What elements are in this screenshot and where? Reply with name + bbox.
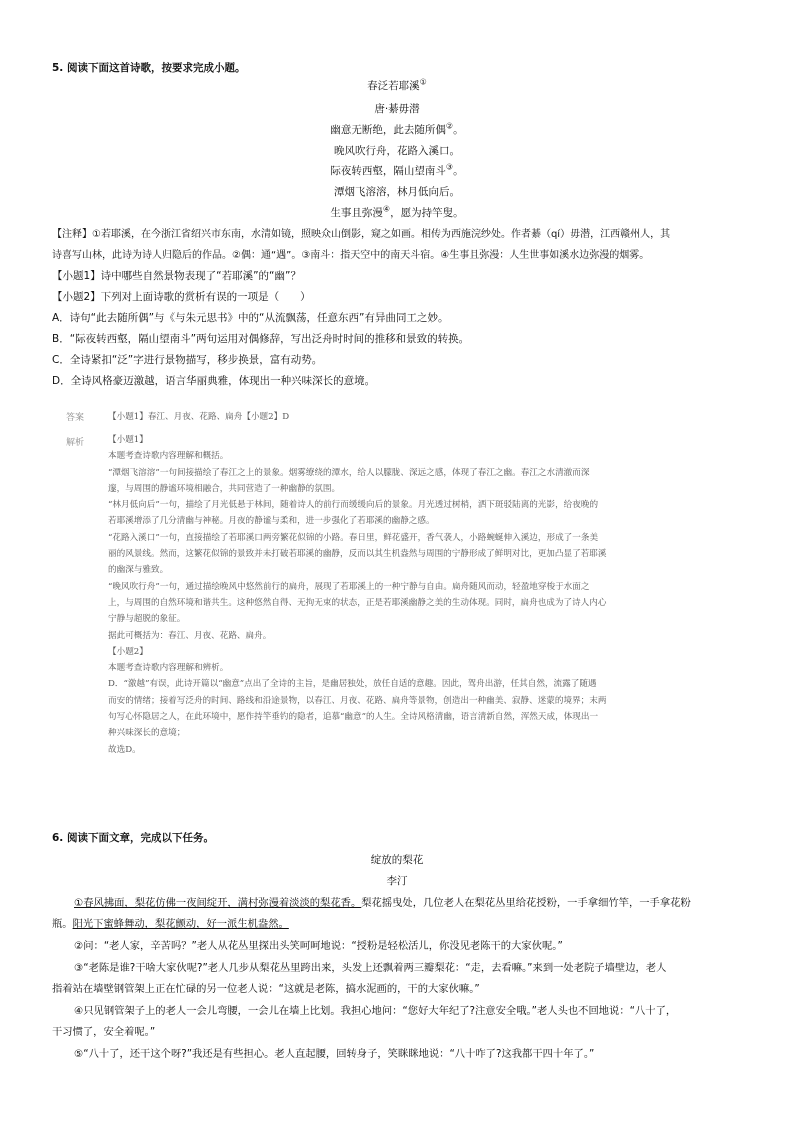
answer-text: 【小题1】春江、月夜、花路、扁舟【小题2】D	[108, 412, 290, 422]
article-title: 绽放的梨花	[370, 854, 424, 866]
paragraph-3-cont: 指着站在墙壁钢管架上正在忙碌的另一位老人说：“这就是老陈，搞水泥画的，干的大家伙嘛。”	[52, 983, 480, 995]
sub-question-1: 【小题1】诗中哪些自然景物表现了“若耶溪”的“幽”？	[52, 270, 301, 282]
poem-title: 春泛若耶溪①	[367, 77, 427, 92]
option-b: B．“际夜转西壑，隔山望南斗”两句运用对偶修辞，写出泛舟时时间的推移和景致的转换。	[52, 333, 470, 345]
analysis-line: 宁静与超脱的象征。	[108, 614, 186, 625]
question-5-heading: 5. 阅读下面这首诗歌，按要求完成小题。	[52, 62, 246, 74]
option-c: C．全诗紧扣“泛”字进行景物描写，移步换景，富有动势。	[52, 354, 323, 366]
paragraph-1-cont: 瓶。阳光下蜜蜂舞动，梨花颤动，好一派生机盎然。	[52, 918, 289, 930]
poem-line: 潭烟飞溶溶，林月低向后。	[334, 186, 460, 198]
paragraph-2: ②问：“老人家，辛苦吗？”老人从花丛里探出头笑呵呵地说：“授粉是轻松活儿，你没见老陈干的大家伙呢。”	[74, 940, 563, 952]
analysis-line: “潭烟飞溶溶”一句间接描绘了春江之上的景象。烟雾缭绕的潭水，给人以朦胧、深远之感，体现了春江之幽。春江之水清澈而深	[108, 467, 590, 478]
analysis-line: “晚风吹行舟”一句，通过描绘晚风中悠然前行的扁舟，展现了若耶溪上的一种宁静与自由。扁舟随风而动，轻盈地穿梭于水面之	[108, 581, 590, 592]
analysis-line: “花路入溪口”一句，直接描绘了若耶溪口两旁繁花似锦的小路。春日里，鲜花盛开，香气袭人，小路蜿蜒伸入溪边，形成了一条美	[108, 532, 599, 543]
analysis-line: D．“激越”有误，此诗开篇以“幽意”点出了全诗的主旨，是幽居独处，放任自适的意趣。因此，驾舟出游，任其自然，流露了随遇	[108, 679, 597, 690]
article-author: 李汀	[386, 875, 408, 887]
analysis-line: 本题考查诗歌内容理解和辨析。	[108, 663, 229, 674]
analysis-line: 种兴味深长的意境；	[108, 728, 186, 739]
analysis-line: 故选D。	[108, 744, 141, 755]
poem-line: 生事且弥漫④，愿为持竿叟。	[330, 204, 464, 219]
analysis-line: 丽的风景线。然而，这繁花似锦的景致并未打破若耶溪的幽静，反而以其生机盎然与周围的宁静形成了鲜明对比，更加凸显了若耶溪	[108, 549, 607, 560]
analysis-line: “林月低向后”一句，描绘了月光低悬于林间，随着诗人的前行而缓缓向后的景象。月光透过树梢，洒下斑驳陆离的光影，给夜晚的	[108, 500, 599, 511]
paragraph-5: ⑤“八十了，还干这个呀?”我还是有些担心。老人直起腰，回转身子，笑眯眯地说：“八十咋了?这我都干四十年了。”	[74, 1048, 595, 1060]
analysis-line: 若耶溪增添了几分清幽与神秘。月夜的静谧与柔和，进一步强化了若耶溪的幽静之感。	[108, 516, 435, 527]
answer-label: 答案	[66, 413, 85, 423]
footnote-marker: ①	[419, 77, 427, 87]
analysis-label: 解析	[66, 438, 85, 448]
annotation-line: 诗喜写山林，此诗为诗人归隐后的作品。②偶：通“遇”。③南斗：指天空中的南天斗宿。④生事且弥漫：人生世事如溪水边弥漫的烟雾。	[52, 250, 650, 261]
analysis-line: 上，与周围的自然环境和谐共生。这种悠然自得、无拘无束的状态，正是若耶溪幽静之美的生动体现。同时，扁舟也成为了诗人内心	[108, 597, 607, 608]
analysis-line: 而安的情绪；接着写泛舟的时间、路线和沿途景物，以春江、月夜、花路、扁舟等景物，创造出一种幽美、寂静、迷蒙的境界；末两	[108, 695, 607, 706]
paragraph-1: ①春风拂面，梨花仿佛一夜间绽开，满村弥漫着淡淡的梨花香。梨花摇曳处，几位老人在梨花丛里给花授粉，一手拿细竹竿，一手拿花粉	[74, 897, 691, 909]
poem-line: 际夜转西壑，隔山望南斗③。	[330, 162, 464, 177]
option-a: A．诗句“此去随所偶”与《与朱元思书》中的“从流飘荡，任意东西”有异曲同工之妙。	[52, 312, 449, 324]
analysis-line: 【小题1】	[108, 435, 148, 445]
analysis-line: 邃，与周围的静谧环境相融合，共同营造了一种幽静的氛围。	[108, 483, 341, 494]
paragraph-3: ③“老陈是谁?干啥大家伙呢?”老人几步从梨花丛里跨出来，头发上还飘着两三瓣梨花：“走，去看嘛。”来到一处老院子墙壁边，老人	[74, 962, 667, 974]
analysis-line: 句写心怀隐居之人，在此环境中，愿作持竿垂钓的隐者，追慕“幽意”的人生。全诗风格清幽，语言清新自然，浑然天成，体现出一	[108, 712, 599, 723]
analysis-line: 本题考查诗歌内容理解和概括。	[108, 451, 229, 462]
paragraph-4: ④只见钢管架子上的老人一会儿弯腰，一会儿在墙上比划。我担心地问：“您好大年纪了?注意安全哦。”老人头也不回地说：“八十了，	[74, 1005, 677, 1017]
poem-line: 幽意无断绝，此去随所偶②。	[330, 121, 464, 136]
annotation-line: 【注释】①若耶溪，在今浙江省绍兴市东南，水清如镜，照映众山倒影，窥之如画。相传为西施浣纱处。作者綦（qí）毋潜，江西赣州人，其	[52, 229, 671, 240]
sub-question-2: 【小题2】下列对上面诗歌的赏析有误的一项是（ ）	[52, 291, 311, 303]
analysis-line: 【小题2】	[108, 646, 148, 657]
analysis-text	[108, 432, 708, 758]
poem-author: 唐·綦毋潜	[374, 103, 420, 115]
poem-line: 晚风吹行舟，花路入溪口。	[334, 145, 460, 157]
paragraph-4-cont: 干习惯了，安全着呢。”	[52, 1026, 156, 1038]
analysis-line: 的幽深与雅致。	[108, 565, 169, 576]
option-d: D．全诗风格豪迈激越，语言华丽典雅，体现出一种兴味深长的意境。	[52, 375, 376, 387]
analysis-line: 据此可概括为：春江、月夜、花路、扁舟。	[108, 630, 272, 641]
question-6-heading: 6. 阅读下面文章，完成以下任务。	[52, 832, 214, 844]
